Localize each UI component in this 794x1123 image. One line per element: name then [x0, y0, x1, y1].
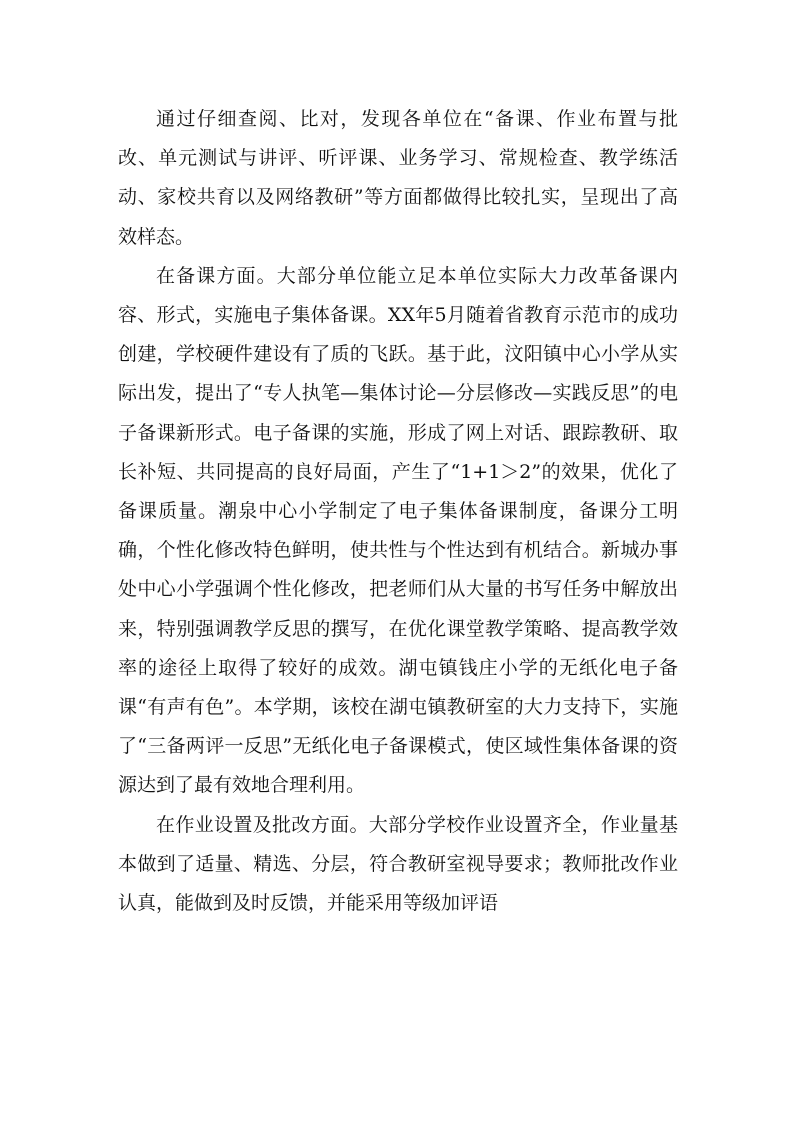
document-body — [118, 100, 678, 923]
paragraph-lesson-preparation: 在备课方面。大部分单位能立足本单位实际大力改革备课内容、形式，实施电子集体备课。XX年5月随着省教育示范市的成功创建，学校硬件建设有了质的飞跃。基于此，汶阳镇中心小学从实际出发，提出了“专人执笔—集体讨论—分层修改—实践反思”的电子备课新形式。电子备课的实施，形成了网上对话、跟踪教研、取长补短、共同提高的良好局面，产生了“1+1＞2”的效果，优化了备课质量。潮泉中心小学制定了电子集体备课制度，备课分工明确，个性化修改特色鲜明，使共性与个性达到有机结合。新城办事处中心小学强调个性化修改，把老师们从大量的书写任务中解放出来，特别强调教学反思的撰写，在优化课堂教学策略、提高教学效率的途径上取得了较好的成效。湖屯镇钱庄小学的无纸化电子备课“有声有色”。本学期，该校在湖屯镇教研室的大力支持下，实施了“三备两评一反思”无纸化电子备课模式，使区域性集体备课的资源达到了最有效地合理利用。 — [118, 264, 678, 797]
paragraph-summary: 通过仔细查阅、比对，发现各单位在“备课、作业布置与批改、单元测试与讲评、听评课、业务学习、常规检查、教学练活动、家校共育以及网络教研”等方面都做得比较扎实，呈现出了高效样态。 — [118, 108, 678, 248]
paragraph-homework: 在作业设置及批改方面。大部分学校作业设置齐全，作业量基本做到了适量、精选、分层，符合教研室视导要求；教师批改作业认真，能做到及时反馈，并能采用等级加评语 — [118, 813, 678, 915]
